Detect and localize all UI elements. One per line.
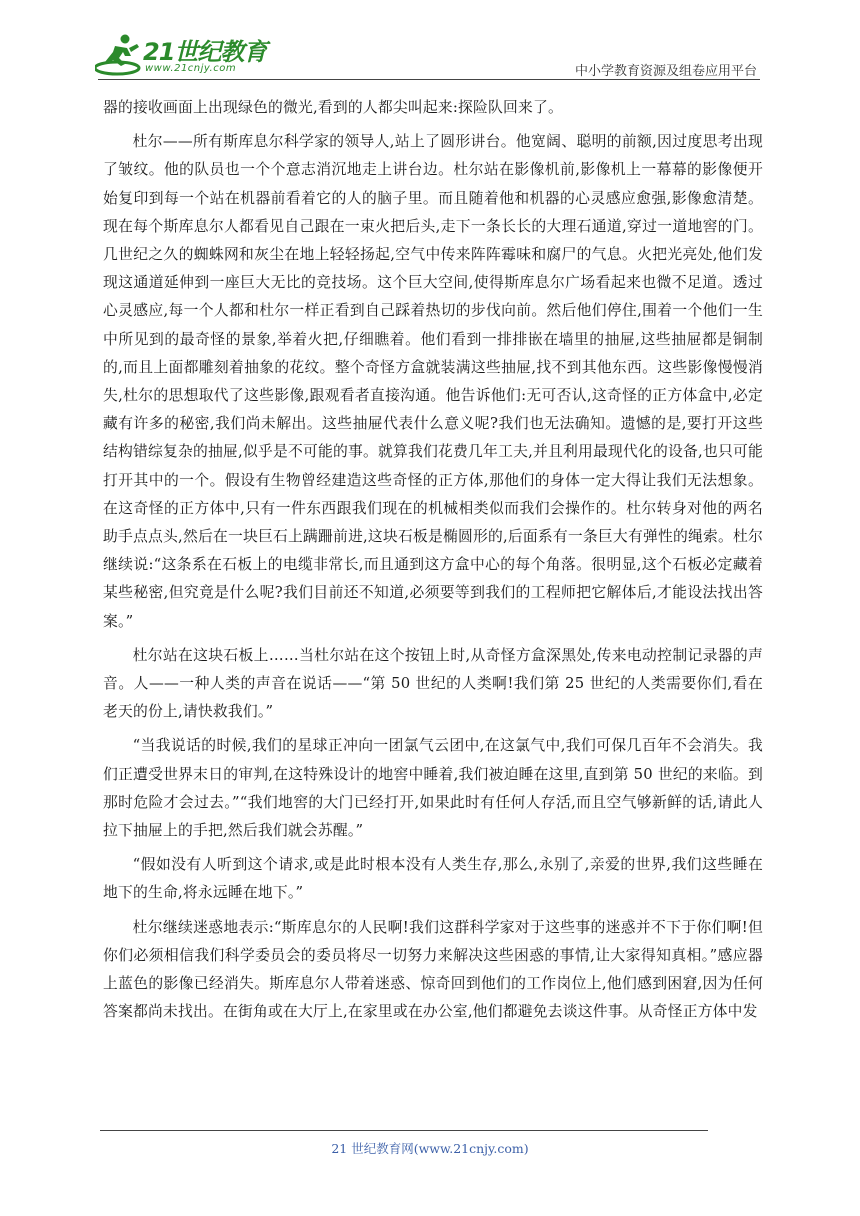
paragraph: “假如没有人听到这个请求,或是此时根本没有人类生存,那么,永别了,亲爱的世界,我们这些睡在地下的生命,将永远睡在地下。” bbox=[103, 856, 763, 902]
platform-name: 中小学教育资源及组卷应用平台 bbox=[574, 64, 757, 79]
page-header bbox=[0, 0, 860, 90]
paragraph: 杜尔——所有斯库息尔科学家的领导人,站上了圆形讲台。他宽阔、聪明的前额,因过度思考出现了皱纹。他的队员也一个个意志消沉地走上讲台边。杜尔站在影像机前,影像机上一幕幕的影像便开始复印到每一个站在机器前看着它的人的脑子里。而且随着他和机器的心灵感应愈强,影像愈清楚。现在每个斯库息尔人都看见自己跟在一束火把后头,走下一条长长的大理石通道,穿过一道地窖的门。几世纪之久的蜘蛛网和灰尘在地上轻轻扬起,空气中传来阵阵霉味和腐尸的气息。火把光亮处,他们发现这通道延伸到一座巨大无比的竞技场。这个巨大空间,使得斯库息尔广场看起来也微不足道。透过心灵感应,每一个人都和杜尔一样正看到自己踩着热切的步伐向前。然后他们停住,围着一个他们一生中所见到的最奇怪的景象,举着火把,仔细瞧着。他们看到一排排嵌在墙里的抽屉,这些抽屉都是铜制的,而且上面都雕刻着抽象的花纹。整个奇怪方盒就装满这些抽屉,找不到其他东西。这些影像慢慢消失,杜尔的思想取代了这些影像,跟观看者直接沟通。他告诉他们:无可否认,这奇怪的正方体盒中,必定藏有许多的秘密,我们尚未解出。这些抽屉代表什么意义呢?我们也无法确知。遗憾的是,要打开这些结构错综复杂的抽屉,似乎是不可能的事。就算我们花费几年工夫,并且利用最现代化的设备,也只可能打开其中的一个。假设有生物曾经建造这些奇怪的正方体,那他们的身体一定大得让我们无法想象。在这奇怪的正方体中,只有一件东西跟我们现在的机械相类似而我们会操作的。杜尔转身对他的两名助手点点头,然后在一块巨石上蹒跚前进,这块石板是椭圆形的,后面系有一条巨大有弹性的绳索。杜尔继续说:“这条系在石板上的电缆非常长,而且通到这方盒中心的每个角落。很明显,这个石板必定藏着某些秘密,但究竟是什么呢?我们目前还不知道,必须要等到我们的工程师把它解体后,才能设法找出答案。” bbox=[103, 133, 763, 630]
logo-text: 21世纪教育 bbox=[143, 38, 267, 66]
article-body bbox=[103, 94, 763, 1027]
footer-text: 21 世纪教育网(www.21cnjy.com) bbox=[331, 1141, 529, 1156]
logo-url: www.21cnjy.com bbox=[145, 63, 237, 74]
paragraph: 杜尔站在这块石板上……当杜尔站在这个按钮上时,从奇怪方盒深黑处,传来电动控制记录器的声音。人——一种人类的声音在说话——“第 50 世纪的人类啊!我们第 25 世纪的人类需要你们,看在老天的份上,请快救我们。” bbox=[103, 646, 763, 721]
logo bbox=[95, 30, 270, 82]
runner-icon bbox=[95, 30, 147, 80]
header-divider bbox=[98, 79, 760, 80]
footer-divider bbox=[100, 1130, 708, 1131]
paragraph: “当我说话的时候,我们的星球正冲向一团氯气云团中,在这氯气中,我们可保几百年不会消失。我们正遭受世界末日的审判,在这特殊设计的地窖中睡着,我们被迫睡在这里,直到第 50 世纪的来临。到那时危险才会过去。”“我们地窖的大门已经打开,如果此时有任何人存活,而且空气够新鲜的话,请此人拉下抽屉上的手把,然后我们就会苏醒。” bbox=[103, 737, 763, 840]
paragraph: 器的接收画面上出现绿色的微光,看到的人都尖叫起来:探险队回来了。 bbox=[103, 99, 563, 116]
paragraph: 杜尔继续迷惑地表示:“斯库息尔的人民啊!我们这群科学家对于这些事的迷惑并不下于你们啊!但你们必须相信我们科学委员会的委员将尽一切努力来解决这些困惑的事情,让大家得知真相。”感应器上蓝色的影像已经消失。斯库息尔人带着迷惑、惊奇回到他们的工作岗位上,他们感到困窘,因为任何答案都尚未找出。在街角或在大厅上,在家里或在办公室,他们都避免去谈这件事。从奇怪正方体中发 bbox=[103, 918, 763, 1021]
